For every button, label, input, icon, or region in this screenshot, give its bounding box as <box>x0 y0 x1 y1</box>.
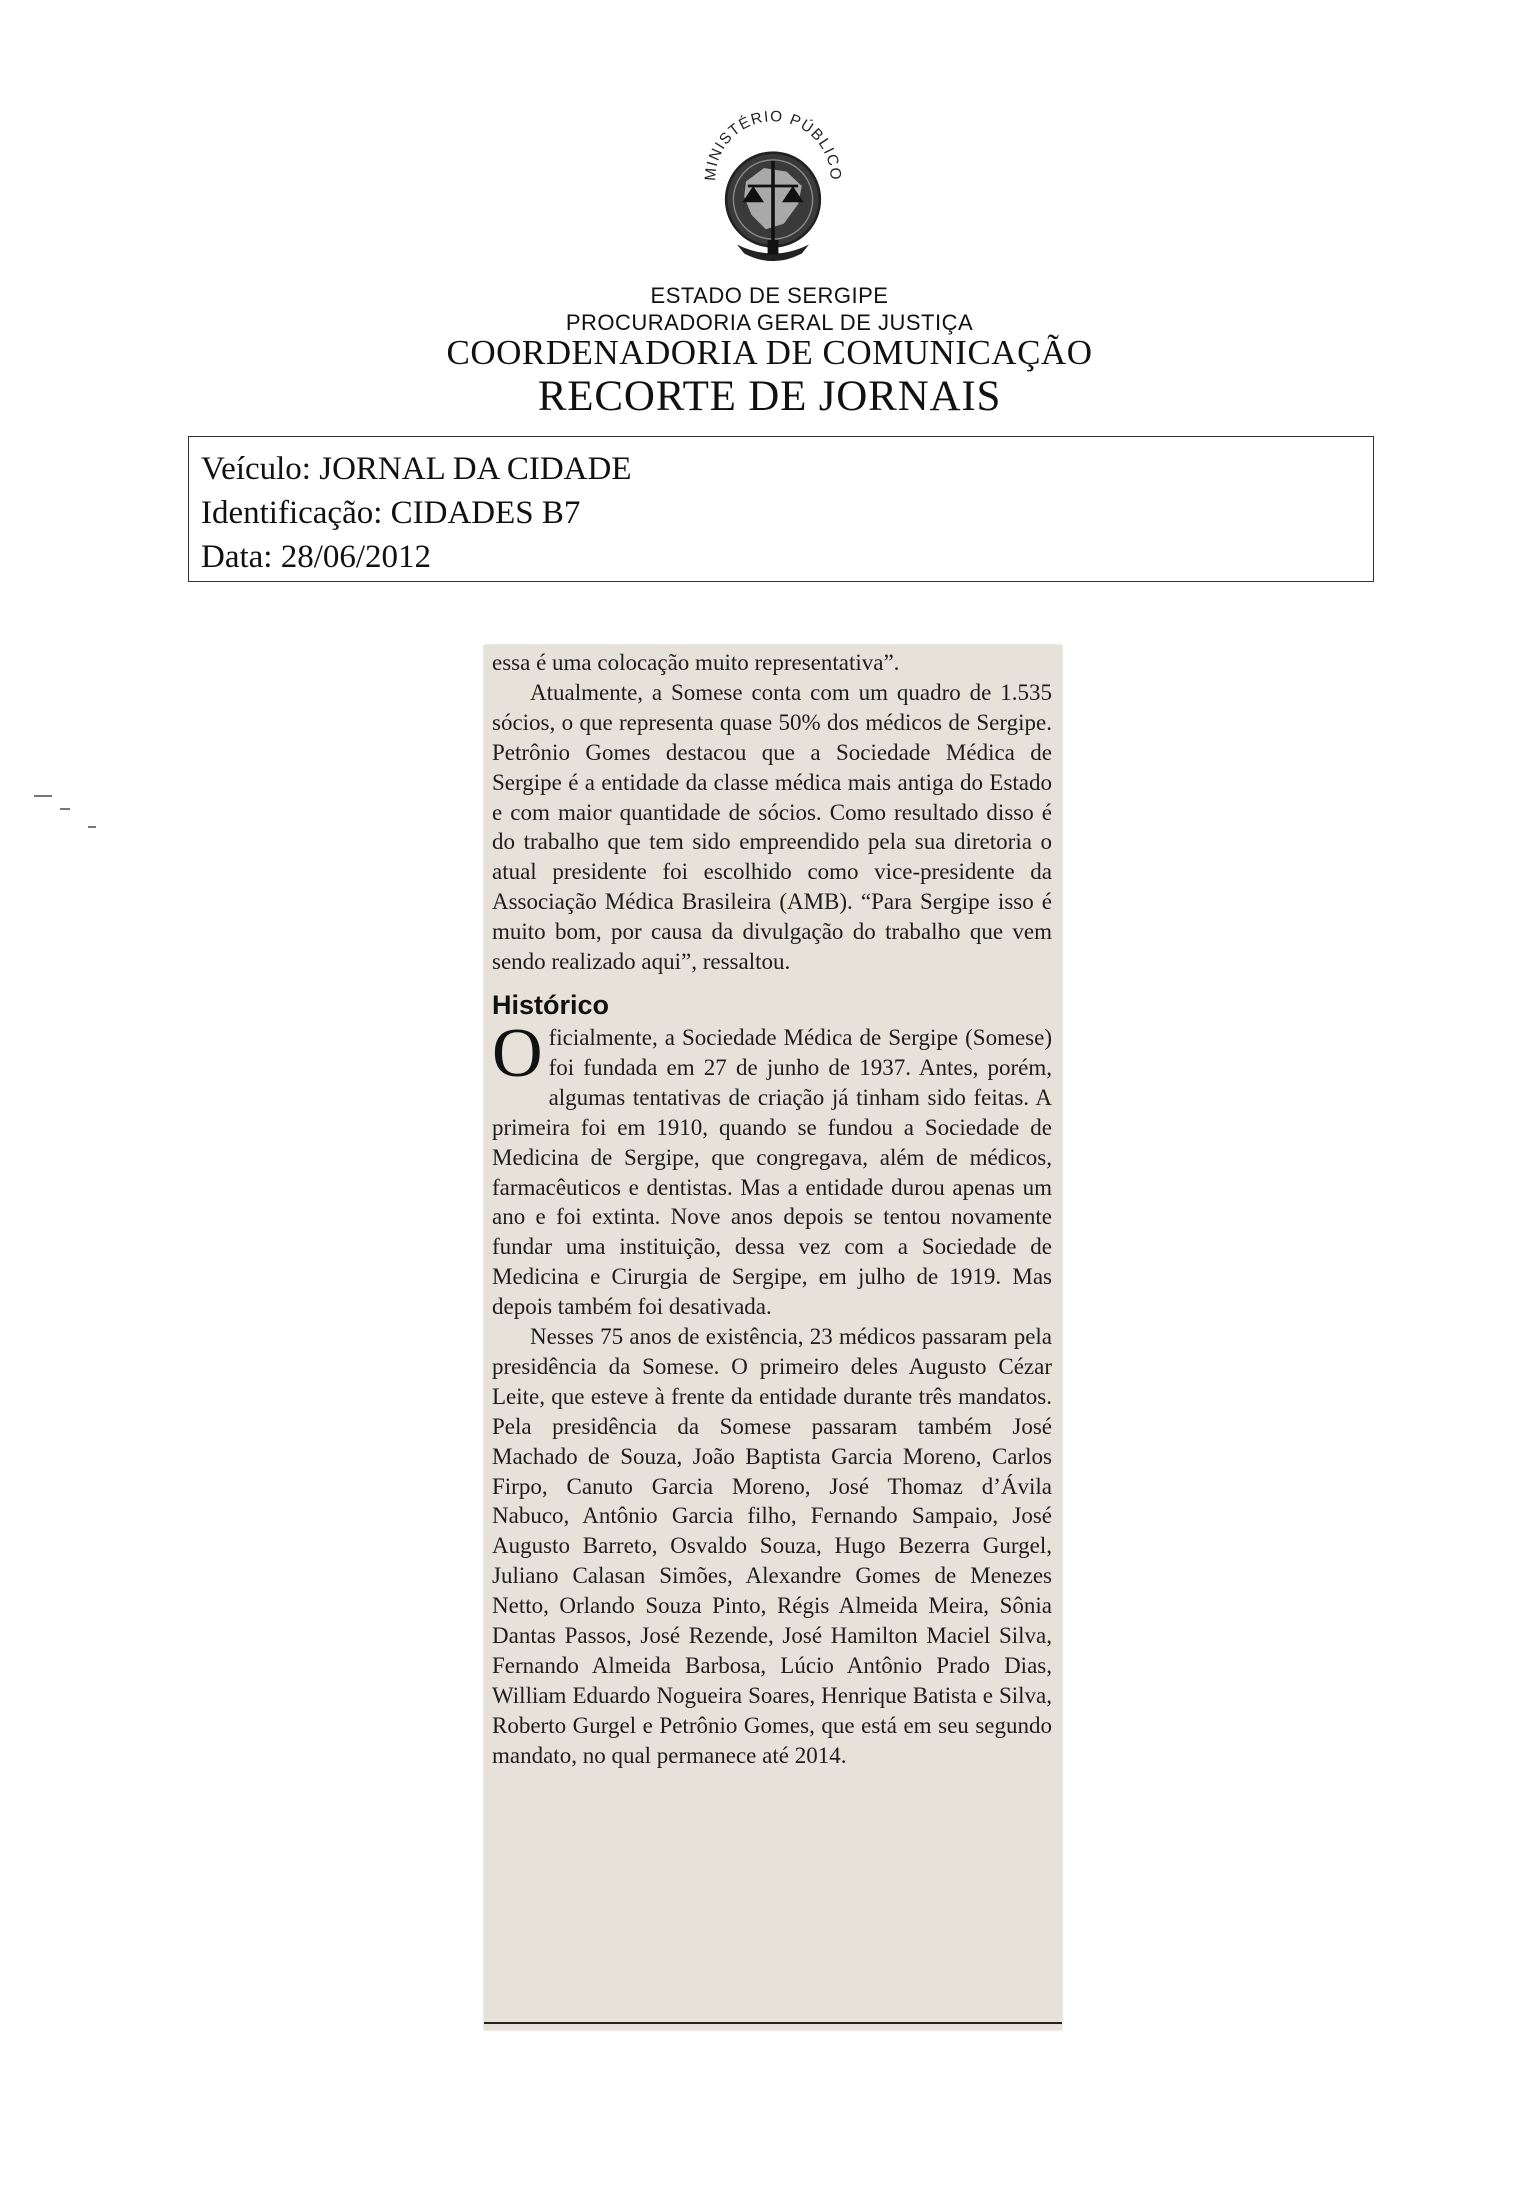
date-line: Data: 28/06/2012 <box>201 539 432 575</box>
scan-mark <box>60 808 70 810</box>
page-title: RECORTE DE JORNAIS <box>537 373 1002 420</box>
vehicle-line: Veículo: JORNAL DA CIDADE <box>201 451 632 487</box>
identification-line: Identificação: CIDADES B7 <box>201 495 581 531</box>
state-name: ESTADO DE SERGIPE <box>650 283 889 308</box>
svg-text:MINISTÉRIO PÚBLICO: MINISTÉRIO PÚBLICO <box>702 108 844 182</box>
ministerio-publico-seal <box>683 96 863 276</box>
agency-name: PROCURADORIA GERAL DE JUSTIÇA <box>565 310 974 335</box>
clipping-info-box <box>188 436 1374 582</box>
clipping-bottom-rule <box>484 2022 1062 2024</box>
article-paragraph <box>492 1014 1052 1322</box>
section-heading: Histórico <box>492 989 610 1020</box>
scan-mark <box>34 795 52 797</box>
article-paragraph: Atualmente, a Somese conta com um quadro de 1.535 sócios, o que representa quase 50% dos médicos de Sergipe. Petrônio Gomes destacou que a Sociedade Médica de Sergipe é a entidade da classe médica mais antiga do Estado e com maior quantidade de sócios. Como resultado disso é do trabalho que tem sido empreendido pela sua diretoria o atual presidente foi escolhido como vice-presidente da Associação Médica Brasileira (AMB). “Para Sergipe isso é muito bom, por causa da divulgação do trabalho que vem sendo realizado aqui”, ressaltou. <box>492 679 1052 975</box>
department-name: COORDENADORIA DE COMUNICAÇÃO <box>446 333 1093 372</box>
article-paragraph: Nesses 75 anos de existência, 23 médicos passaram pela presidência da Somese. O primeiro deles Augusto Cézar Leite, que esteve à frente da entidade durante três mandatos. Pela presidência da Somese passaram também José Machado de Souza, João Baptista Garcia Moreno, Carlos Firpo, Canuto Garcia Moreno, José Thomaz d’Ávila Nabuco, Antônio Garcia filho, Fernando Sampaio, José Augusto Barreto, Osvaldo Souza, Hugo Bezerra Gurgel, Juliano Calasan Simões, Alexandre Gomes de Menezes Netto, Orlando Souza Pinto, Régis Almeida Meira, Sônia Dantas Passos, José Rezende, José Hamilton Maciel Silva, Fernando Almeida Barbosa, Lúcio Antônio Prado Dias, William Eduardo Nogueira Soares, Henrique Batista e Silva, Roberto Gurgel e Petrônio Gomes, que está em seu segundo mandato, no qual permanece até 2014. <box>492 1324 1052 1768</box>
article-paragraph-text: ficialmente, a Sociedade Médica de Sergipe (Somese) foi fundada em 27 de junho de 1937. Antes, porém, algumas tentativas de criação já tinham sido feitas. A primeira foi em 1910, quando se fundou a Sociedade de Medicina de Sergipe, que congregava, além de médicos, farmacêuticos e dentistas. Mas a entidade durou apenas um ano e foi extinta. Nove anos depois se tentou novamente fundar uma instituição, dessa vez com a Sociedade de Medicina e Cirurgia de Sergipe, em julho de 1919. Mas depois também foi desativada. <box>492 1024 1052 1320</box>
newspaper-clipping <box>484 645 1062 2030</box>
drop-cap: O <box>492 1014 543 1092</box>
seal-emblem-icon <box>683 96 863 276</box>
article-paragraph: essa é uma colocação muito representativa”. <box>492 650 900 675</box>
scan-mark <box>88 826 96 828</box>
article-body <box>492 648 1052 1771</box>
